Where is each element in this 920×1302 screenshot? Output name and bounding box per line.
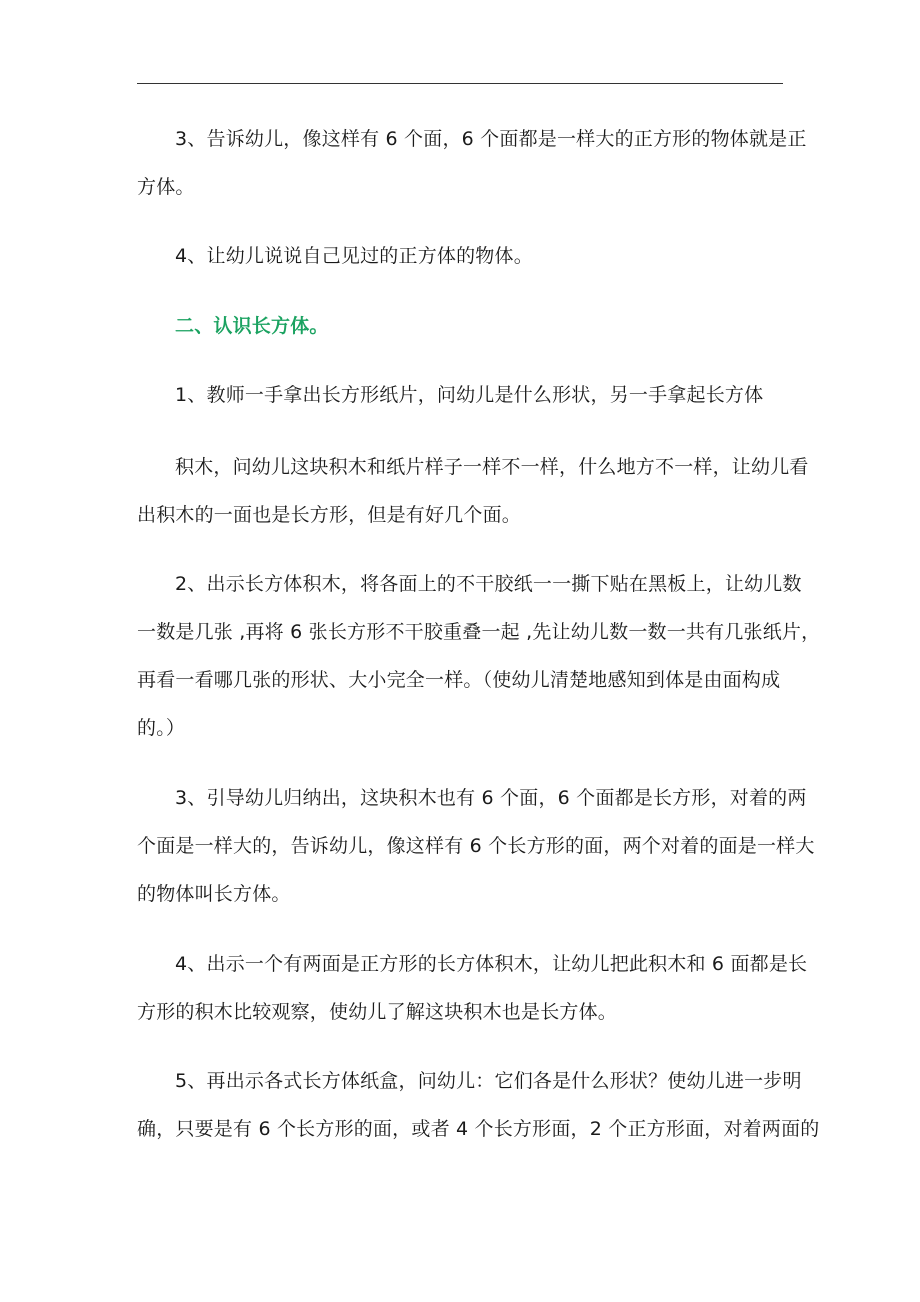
paragraph-line: 再看一看哪几张的形状、大小完全一样。（使幼儿清楚地感知到体是由面构成: [137, 669, 781, 691]
paragraph-line: 1、教师一手拿出长方形纸片，问幼儿是什么形状，另一手拿起长方体: [175, 384, 764, 406]
paragraph-line: 出积木的一面也是长方形，但是有好几个面。: [137, 504, 522, 526]
paragraph-line: 2、出示长方体积木，将各面上的不干胶纸一一撕下贴在黑板上，让幼儿数: [175, 573, 802, 595]
paragraph-line: 个面是一样大的，告诉幼儿，像这样有 6 个长方形的面，两个对着的面是一样大: [137, 835, 815, 857]
paragraph-line: 的物体叫长方体。: [137, 883, 291, 905]
paragraph-line: 的。）: [137, 717, 186, 739]
paragraph-line: 5、再出示各式长方体纸盒，问幼儿：它们各是什么形状？使幼儿进一步明: [175, 1070, 802, 1092]
paragraph-line: 3、引导幼儿归纳出，这块积木也有 6 个面，6 个面都是长方形，对着的两: [175, 787, 807, 809]
paragraph-line: 方形的积木比较观察，使幼儿了解这块积木也是长方体。: [137, 1001, 618, 1023]
paragraph-line: 确，只要是有 6 个长方形的面，或者 4 个长方形面，2 个正方形面，对着两面的: [137, 1118, 820, 1140]
paragraph-line: 4、出示一个有两面是正方形的长方体积木，让幼儿把此积木和 6 面都是长: [175, 953, 808, 975]
header-rule: [137, 83, 783, 84]
section-heading: 二、认识长方体。: [175, 315, 329, 337]
paragraph-line: 积木，问幼儿这块积木和纸片样子一样不一样，什么地方不一样，让幼儿看: [175, 456, 809, 478]
paragraph-line: 一数是几张 ,再将 6 张长方形不干胶重叠一起 ,先让幼儿数一数一共有几张纸片，: [137, 621, 821, 643]
paragraph-line: 3、告诉幼儿，像这样有 6 个面，6 个面都是一样大的正方形的物体就是正: [175, 128, 807, 150]
paragraph-line: 方体。: [137, 176, 195, 198]
paragraph-line: 4、让幼儿说说自己见过的正方体的物体。: [175, 245, 533, 267]
